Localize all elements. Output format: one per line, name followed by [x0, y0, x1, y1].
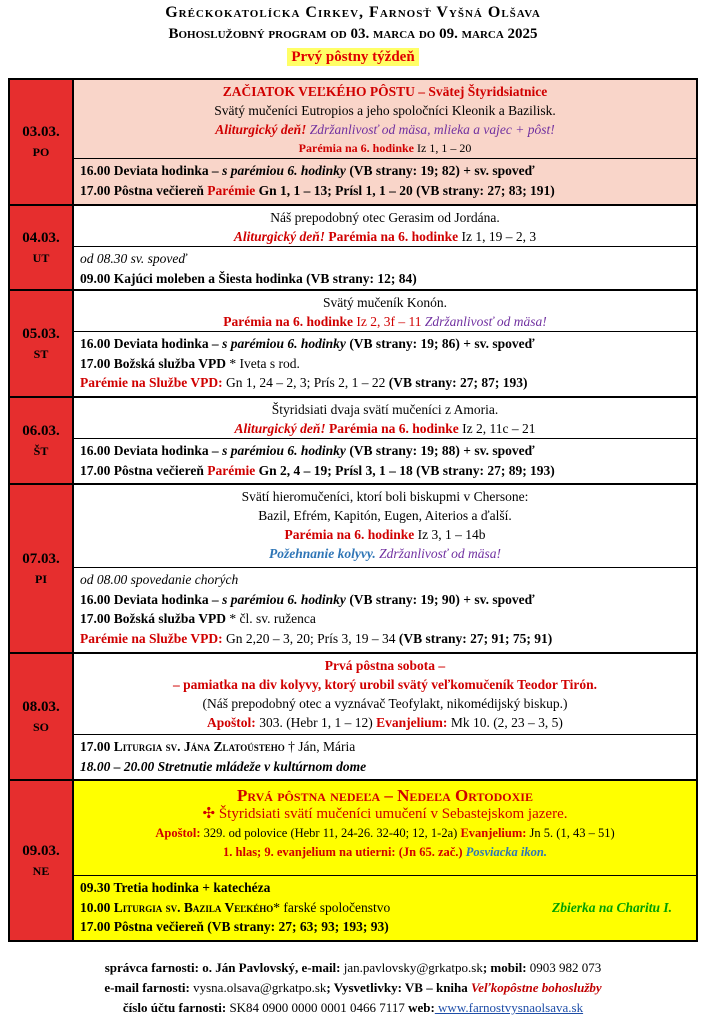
services [74, 568, 696, 652]
feast-saints: (Náš prepodobný otec a vyznávač Teofylakt, nikomédijský biskup.) [202, 696, 568, 711]
date-label: 05.03. [22, 325, 60, 342]
aliturgical-note: Aliturgický deň! [215, 122, 307, 137]
legend-label: ; Vysvetlivky: VB – kniha [326, 980, 472, 995]
feast-saints: Náš prepodobný otec Gerasim od Jordána. [270, 210, 500, 225]
aliturgical-note: Aliturgický deň! [233, 229, 325, 244]
service-pages: (VB strany: 27; 87; 193) [388, 375, 528, 390]
services [74, 735, 696, 779]
weekday-label: NE [32, 863, 50, 878]
paremia-ref: Gn 2,20 – 3, 20; Prís 3, 19 – 34 [222, 630, 399, 646]
gospel-ref: Mk 10. (2, 23 – 3, 5) [447, 715, 563, 730]
date-label: 04.03. [22, 229, 60, 246]
paremia-label: Parémia na 6. hodinke [298, 141, 414, 155]
paremia-ref: Iz 3, 1 – 14b [414, 527, 486, 542]
service-pages: (VB strany: 12; 84) [302, 270, 417, 286]
fasting-note: Zdržanlivosť od mäsa, mlieka a vajec + pôst! [309, 122, 555, 137]
paremia-label: Parémie [207, 462, 256, 478]
mobile-label: ; mobil: [482, 960, 527, 975]
service-intention: * čl. sv. ruženca [226, 611, 316, 626]
date-label: 06.03. [22, 422, 60, 439]
web-link[interactable]: www.farnostvysnaolsava.sk [434, 1000, 584, 1015]
service-pages: (VB strany: 27; 91; 75; 91) [398, 630, 553, 646]
day-row [10, 398, 696, 485]
service-time: 17.00 Božská služba VPD [80, 355, 227, 371]
gospel-label: Evanjelium: [460, 826, 527, 840]
aliturgical-note: Aliturgický deň! [234, 421, 326, 436]
paremia-ref: Gn 1, 24 – 2, 3; Prís 2, 1 – 22 [222, 375, 389, 390]
service-pages: Gn 1, 1 – 13; Prísl 1, 1 – 20 (VB strany: 27; 83; 191) [255, 182, 555, 198]
service-time: 10.00 Liturgia sv. Bazila Veľkého [80, 899, 274, 915]
paremia-ref: Iz 1, 1 – 20 [414, 141, 472, 155]
weekday-label: PI [35, 571, 47, 586]
paremia-label: Parémie na Službe VPD: [80, 630, 223, 646]
parish-email[interactable]: vysna.olsava@grkatpo.sk [189, 980, 327, 995]
paremia-ref: Iz 2, 11c – 21 [458, 421, 536, 436]
feast-title: Prvá pôstna sobota – [324, 658, 446, 673]
service-time: 09.30 Tretia hodinka + katechéza [80, 880, 271, 895]
weekday-label: PO [32, 145, 50, 159]
service-pages: (VB strany: 19; 88) + sv. spoveď [345, 443, 535, 458]
service-time: 16.00 Deviata hodinka [80, 443, 209, 458]
feast-info [74, 654, 696, 735]
gospel-ref: Jn 5. (1, 43 – 51) [526, 826, 615, 840]
day-body [74, 398, 696, 483]
services [74, 876, 696, 940]
services [74, 247, 696, 289]
tone-gospel-note: 1. hlas; 9. evanjelium na utierni: (Jn 65. zač.) [223, 845, 463, 859]
service-pages: (VB strany: 19; 82) + sv. spoveď [345, 163, 535, 178]
services [74, 332, 696, 396]
paremia-ref: Iz 1, 19 – 2, 3 [458, 229, 537, 244]
service-time: 17.00 Božská služba VPD [80, 611, 227, 626]
day-row [10, 654, 696, 781]
paremia-label: Parémia na 6. hodinke [284, 527, 415, 542]
service-intention: * Iveta s rod. [226, 355, 300, 371]
day-row [10, 291, 696, 398]
date-label: 07.03. [22, 550, 60, 567]
service-intention: * farské spoločenstvo [273, 899, 391, 915]
service-time: 17.00 Pôstna večiereň (VB strany: 27; 63; 93; 193; 93) [80, 919, 389, 934]
footer [0, 958, 706, 1018]
paremia-label: Parémia na 6. hodinke [325, 421, 459, 436]
apostle-label: Apoštol: [155, 826, 201, 840]
feast-info [74, 485, 696, 568]
fasting-note: Zdržanlivosť od mäsa! [375, 546, 502, 561]
services [74, 159, 696, 204]
account-label: číslo účtu farnosti: [122, 1000, 227, 1015]
service-note: od 08.00 spovedanie chorých [80, 572, 239, 587]
feast-info [74, 291, 696, 332]
feast-saints-names: Bazil, Efrém, Kapitón, Eugen, Aiterios a ďalší. [258, 508, 512, 523]
feast-info [74, 206, 696, 247]
feast-info [74, 80, 696, 159]
service-time: 16.00 Deviata hodinka [80, 163, 209, 178]
feast-saints: Svätí hieromučeníci, ktorí boli biskupmi v Chersone: [241, 489, 529, 504]
week-title: Prvý pôstny týždeň [287, 48, 418, 66]
paremia-ref: Iz 2, 3f – 11 [352, 314, 425, 329]
service-time: 16.00 Deviata hodinka [80, 336, 209, 351]
feast-subtitle: – pamiatka na div kolyvy, ktorý urobil svätý veľkomučeník Teodor Tirón. [173, 677, 597, 692]
schedule-table [8, 78, 698, 942]
parish-title: Gréckokatolícka Cirkev, Farnosť Vyšná Olšava [165, 4, 541, 21]
paremia-label: Parémie na Službe VPD: [80, 375, 223, 390]
service-note: od 08.30 sv. spoveď [80, 251, 187, 266]
service-time: 17.00 Pôstna večiereň [80, 182, 208, 198]
parish-email-label: e-mail farnosti: [104, 980, 190, 995]
date-cell [10, 485, 74, 652]
date-cell [10, 654, 74, 779]
fasting-note: Zdržanlivosť od mäsa! [424, 314, 547, 329]
blessing-note: Požehnanie kolyvy. [268, 546, 376, 561]
collection-note: Zbierka na Charitu I. [551, 899, 672, 915]
services [74, 439, 696, 483]
service-intention: † Ján, Mária [284, 739, 356, 754]
apostle-ref: 329. od polovice (Hebr 11, 24-26. 32-40; 12, 1-2a) [200, 826, 461, 840]
paremia-label: Parémia na 6. hodinke [223, 314, 353, 329]
service-note: – s parémiou 6. hodinky [208, 163, 346, 178]
date-cell [10, 398, 74, 483]
feast-info [74, 781, 696, 876]
admin-label: správca farnosti: o. Ján Pavlovský, e-mail: [104, 960, 341, 975]
day-body [74, 206, 696, 289]
day-body [74, 485, 696, 652]
web-label: web: [408, 1000, 435, 1015]
date-label: 09.03. [22, 842, 60, 859]
paremia-label: Parémia na 6. hodinke [325, 229, 459, 244]
gospel-label: Evanjelium: [376, 715, 448, 730]
service-pages: (VB strany: 19; 86) + sv. spoveď [345, 336, 535, 351]
admin-email[interactable]: jan.pavlovsky@grkatpo.sk [340, 960, 483, 975]
youth-meeting: 18.00 – 20.00 Stretnutie mládeže v kultúrnom dome [80, 758, 367, 774]
service-time: 17.00 Liturgia sv. Jána Zlatoústeho [80, 739, 285, 754]
feast-saints: Štyridsiati dvaja svätí mučeníci z Amoria. [271, 402, 499, 417]
weekday-label: SO [32, 719, 49, 734]
weekday-label: ST [33, 346, 49, 361]
service-note: – s parémiou 6. hodinky [208, 443, 346, 458]
day-body [74, 80, 696, 204]
date-label: 03.03. [22, 124, 60, 140]
feast-title: ZAČIATOK VEĽKÉHO PÔSTU – Svätej Štyridsiatnice [222, 84, 548, 99]
weekday-label: UT [32, 250, 50, 265]
legend-book: Veľkopôstne bohoslužby [471, 980, 602, 995]
day-body [74, 291, 696, 396]
date-cell [10, 291, 74, 396]
date-cell [10, 206, 74, 289]
service-note: – s parémiou 6. hodinky [208, 591, 346, 607]
header [0, 0, 706, 66]
day-row [10, 80, 696, 206]
day-row [10, 485, 696, 654]
account-number: SK84 0900 0000 0001 0466 7117 [226, 1000, 409, 1015]
program-title: Bohoslužobný program od 03. marca do 09. marca 2025 [168, 26, 538, 42]
service-pages: Gn 2, 4 – 19; Prísl 3, 1 – 18 (VB strany: 27; 89; 193) [255, 462, 555, 478]
apostle-label: Apoštol: [207, 715, 256, 730]
day-row [10, 206, 696, 291]
day-body [74, 781, 696, 940]
service-time: 09.00 Kajúci moleben a Šiesta hodinka [80, 270, 303, 286]
day-body [74, 654, 696, 779]
mobile-number: 0903 982 073 [526, 960, 602, 975]
feast-saints: Svätý mučeníci Eutropios a jeho spoločníci Kleonik a Bazilisk. [214, 103, 556, 118]
date-cell [10, 80, 74, 204]
service-pages: (VB strany: 19; 90) + sv. spoveď [345, 591, 535, 607]
feast-saints: ✣ Štyridsiati svätí mučeníci umučení v Sebastejskom jazere. [202, 806, 568, 822]
service-time: 16.00 Deviata hodinka [80, 591, 209, 607]
service-note: – s parémiou 6. hodinky [208, 336, 346, 351]
icon-blessing-note: Posviacka ikon. [462, 845, 547, 859]
apostle-ref: 303. (Hebr 1, 1 – 12) [255, 715, 377, 730]
feast-title: Prvá pôstna nedeľa – Nedeľa Ortodoxie [237, 786, 533, 805]
feast-info [74, 398, 696, 439]
paremia-label: Parémie [207, 182, 256, 198]
weekday-label: ŠT [33, 443, 49, 458]
service-time: 17.00 Pôstna večiereň [80, 462, 208, 478]
day-row [10, 781, 696, 940]
date-label: 08.03. [22, 698, 60, 715]
feast-saints: Svätý mučeník Konón. [322, 295, 448, 310]
date-cell [10, 781, 74, 940]
